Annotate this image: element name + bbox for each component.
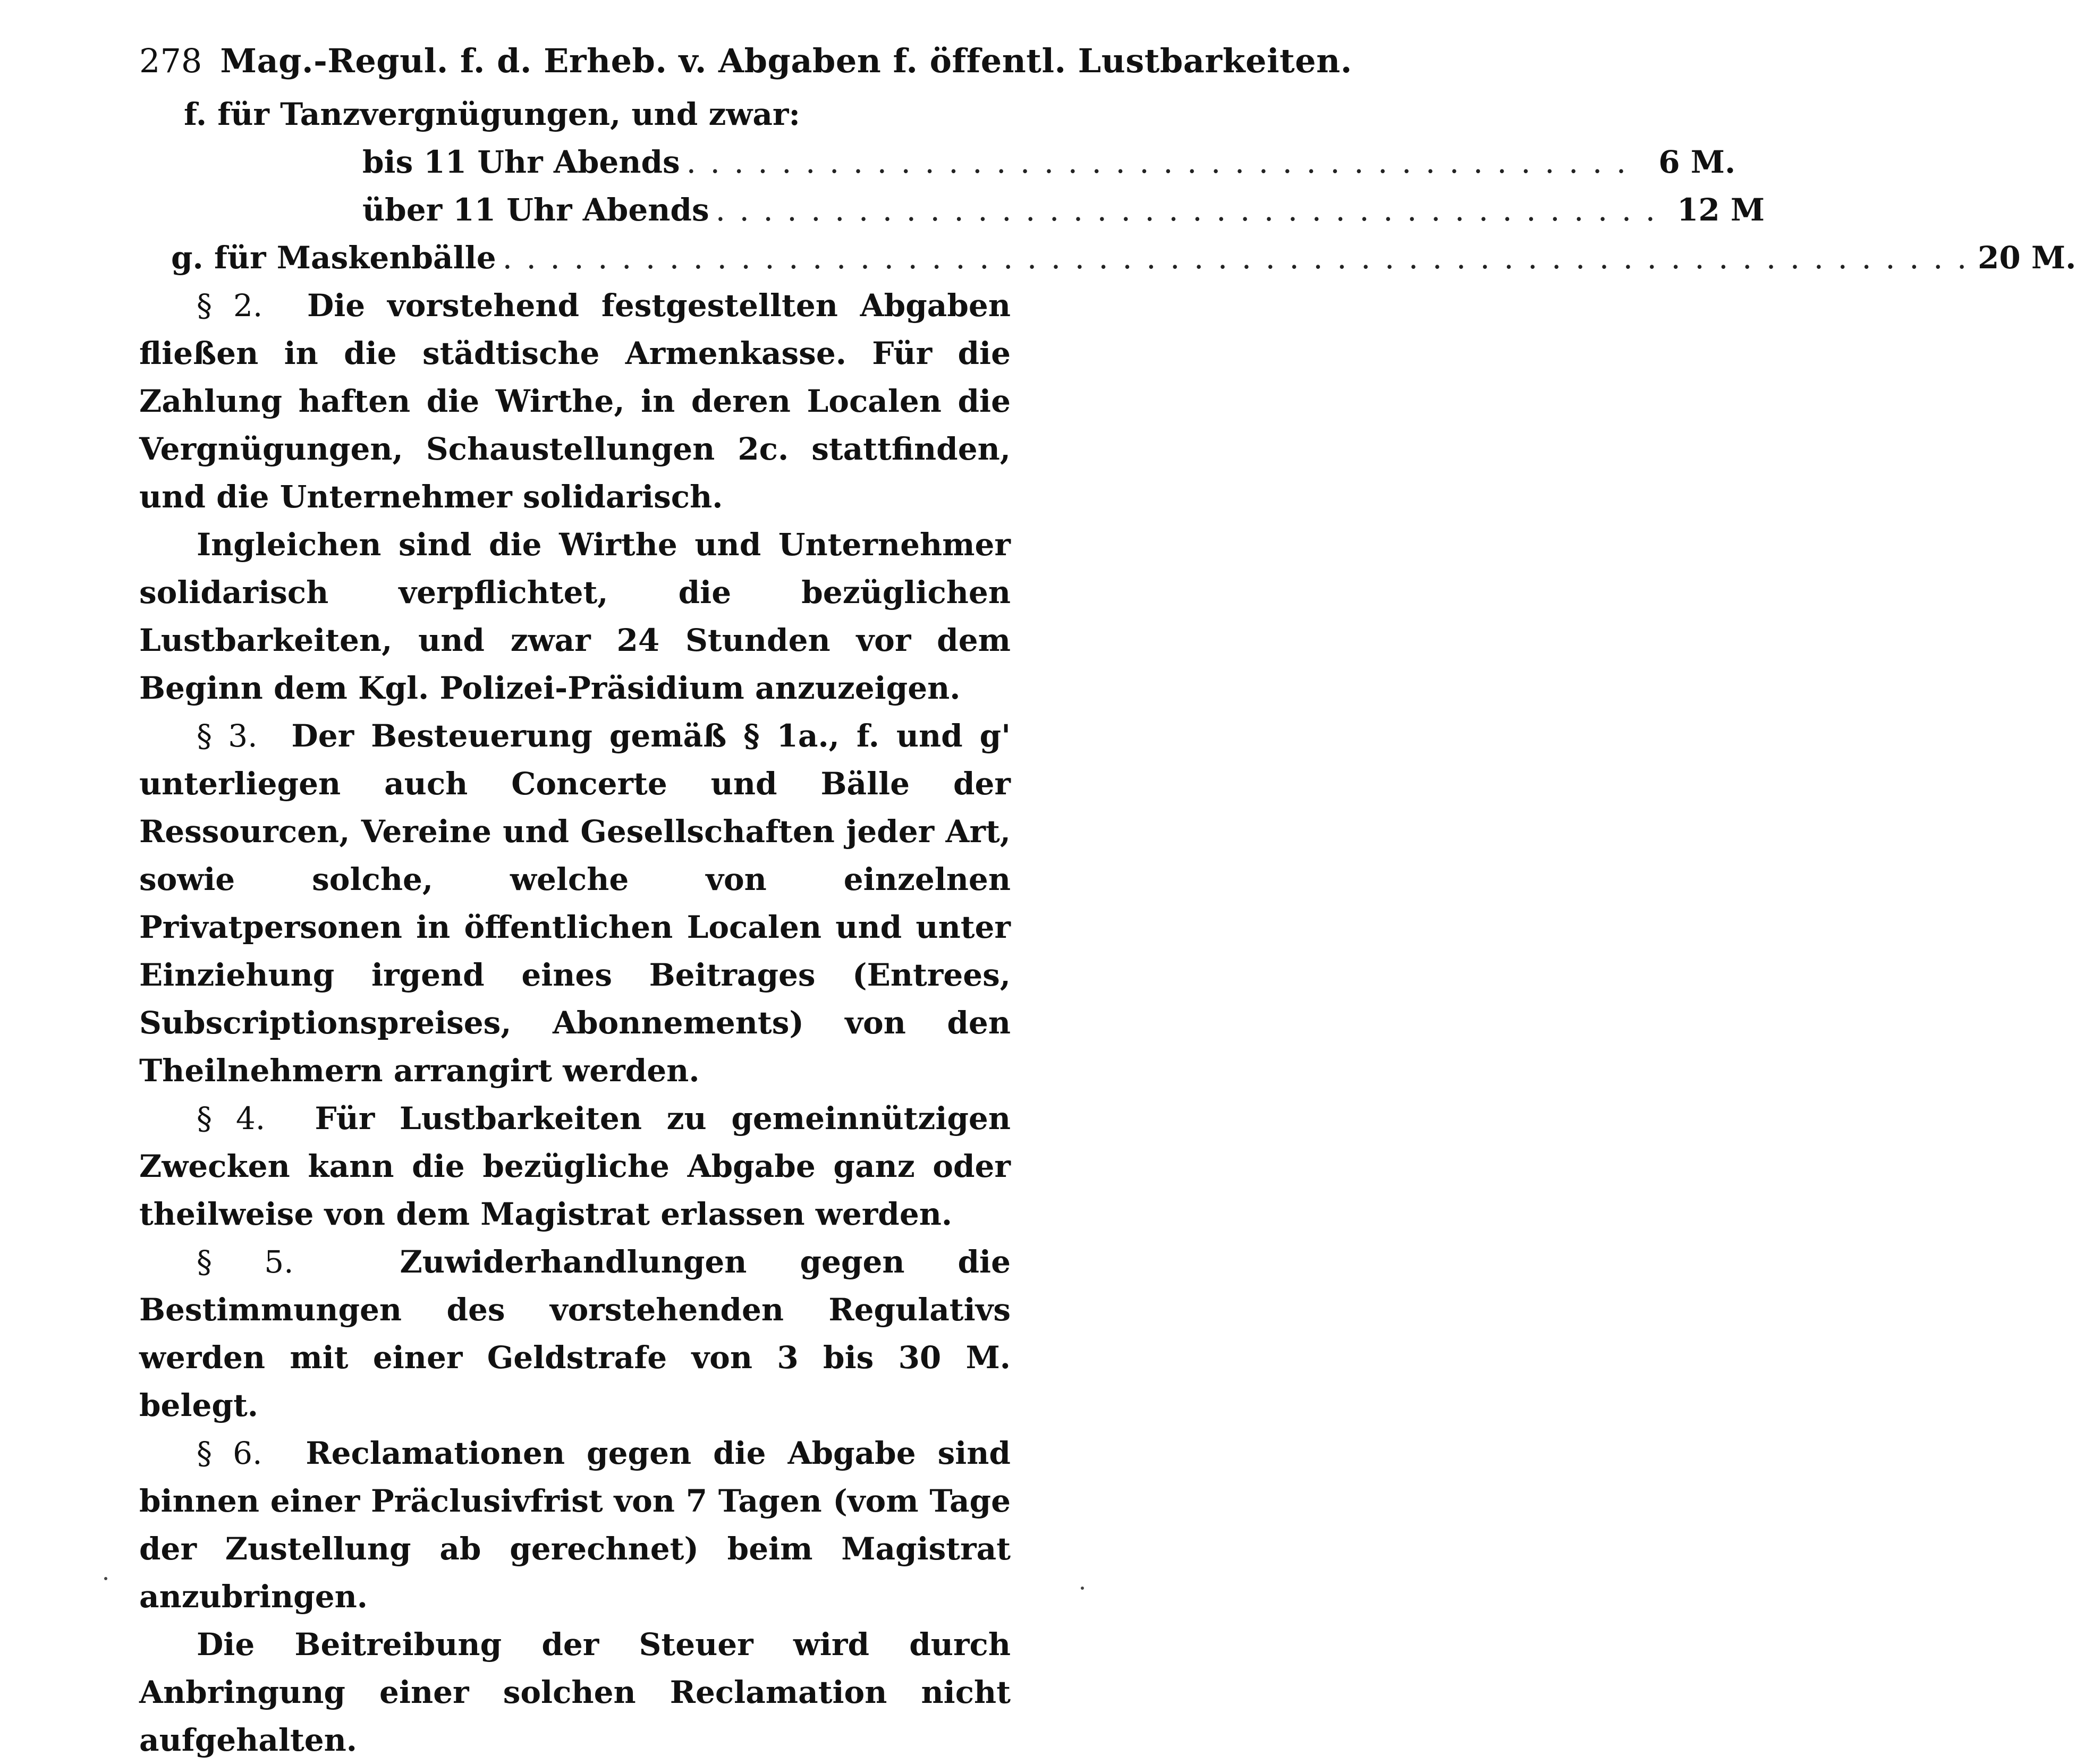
paragraph-section-3 bbox=[139, 712, 1011, 1095]
paragraph-text: Für Lustbarkeiten zu gemeinnützigen Zwecken kann die bezügliche Abgabe ganz oder theilweise von dem Magistrat erlassen werden. bbox=[139, 1100, 1011, 1232]
paragraph-text: Zuwiderhandlungen gegen die Bestimmungen des vorstehenden Regulativs werden mit einer Geldstrafe von 3 bis 30 M. belegt. bbox=[139, 1244, 1011, 1423]
fee-amount: 6 M. bbox=[1658, 144, 1736, 180]
paragraph-section-2 bbox=[139, 282, 1011, 521]
paragraph-ingleichen bbox=[139, 521, 1011, 712]
fee-label: g. für Maskenbälle bbox=[171, 240, 496, 276]
page-content bbox=[139, 37, 2076, 1764]
section-number: § 2. bbox=[197, 287, 263, 324]
paragraph-section-4 bbox=[139, 1095, 1011, 1238]
section-number: § 4. bbox=[197, 1100, 266, 1137]
print-speck bbox=[104, 1577, 107, 1580]
page-number: 278 bbox=[139, 41, 202, 80]
dot-leader: . . . . . . . . . . . . . . . . . . . . . . . . . . . . . . . . . . . . . . . . . . . . . . . . . . . . . . . . . . . . . . bbox=[502, 240, 1969, 276]
fee-row-after-11 bbox=[139, 186, 1765, 234]
fee-label: bis 11 Uhr Abends bbox=[362, 144, 680, 180]
fee-f-intro: f. für Tanzvergnügungen, und zwar: bbox=[184, 96, 800, 132]
paragraph-text: Der Besteuerung gemäß § 1a., f. und g' unterliegen auch Concerte und Bälle der Ressourcen, Vereine und Gesellschaften jeder Art, sowie solche, welche von einzelnen Privatpersonen in öffentlichen Localen und unter Einziehung irgend eines Beitrages (Entrees, Subscriptionspreises, Abonnements) von den Theilnehmern arrangirt werden. bbox=[139, 718, 1011, 1089]
paragraph-text: Die Beitreibung der Steuer wird durch Anbringung einer solchen Reclamation nicht aufgehalten. bbox=[139, 1626, 1011, 1758]
page-header bbox=[139, 37, 1352, 85]
section-number: § 3. bbox=[197, 718, 258, 754]
paragraph-text: Ingleichen sind die Wirthe und Unternehmer solidarisch verpflichtet, die bezüglichen Lustbarkeiten, und zwar 24 Stunden vor dem Beginn dem Kgl. Polizei-Präsidium anzuzeigen. bbox=[139, 527, 1011, 706]
fee-amount: 20 M. bbox=[1978, 240, 2076, 276]
dot-leader: . . . . . . . . . . . . . . . . . . . . . . . . . . . . . . . . . . . . . . . . bbox=[715, 192, 1658, 228]
section-number: § 6. bbox=[197, 1435, 262, 1471]
print-speck bbox=[1081, 1587, 1084, 1590]
paragraph-section-6 bbox=[139, 1429, 1011, 1621]
dot-leader: . . . . . . . . . . . . . . . . . . . . . . . . . . . . . . . . . . . . . . . . bbox=[686, 144, 1629, 180]
running-title: Mag.-Regul. f. d. Erheb. v. Abgaben f. öffentl. Lustbarkeiten. bbox=[220, 41, 1352, 80]
paragraph-section-5 bbox=[139, 1238, 1011, 1429]
paragraph-beitreibung bbox=[139, 1621, 1011, 1764]
fee-row-maskenbaelle bbox=[139, 234, 2076, 282]
paragraph-text: Die vorstehend festgestellten Abgaben fließen in die städtische Armenkasse. Für die Zahlung haften die Wirthe, in deren Localen die Vergnügungen, Schaustellungen 2c. stattfinden, und die Unternehmer solidarisch. bbox=[139, 287, 1011, 515]
fee-row-until-11 bbox=[139, 138, 1736, 186]
section-number: § 5. bbox=[197, 1244, 294, 1280]
fee-label: über 11 Uhr Abends bbox=[362, 192, 709, 228]
fee-amount: 12 M bbox=[1677, 192, 1765, 228]
paragraph-text: Reclamationen gegen die Abgabe sind binnen einer Präclusivfrist von 7 Tagen (vom Tage der Zustellung ab gerechnet) beim Magistrat anzubringen. bbox=[139, 1435, 1011, 1615]
